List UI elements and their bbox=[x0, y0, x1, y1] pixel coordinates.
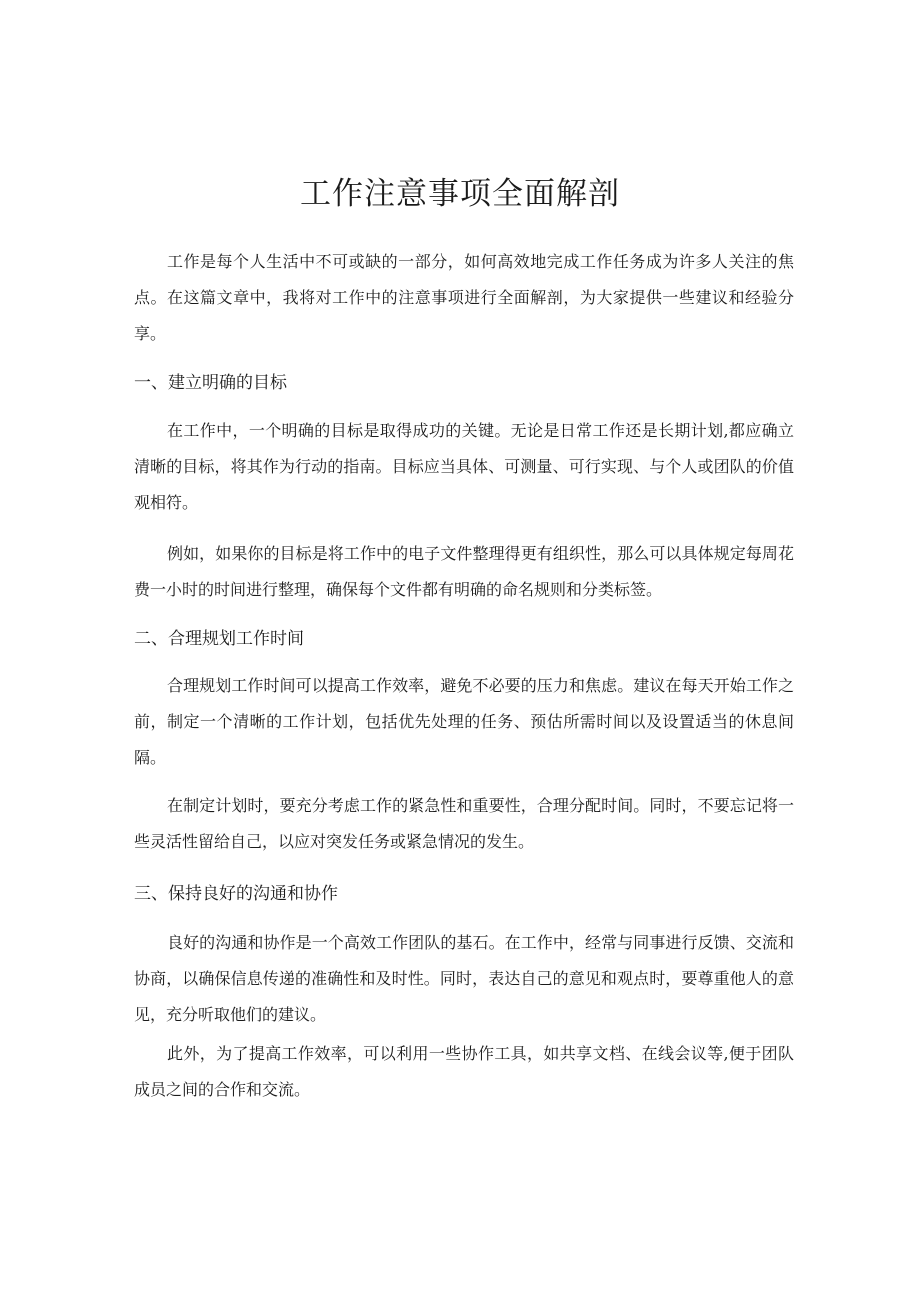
document-title: 工作注意事项全面解剖 bbox=[300, 176, 620, 212]
section-2-paragraph-1: 合理规划工作时间可以提高工作效率，避免不必要的压力和焦虑。建议在每天开始工作之前，制定一个清晰的工作计划，包括优先处理的任务、预估所需时间以及设置适当的休息间隔。 bbox=[134, 676, 794, 767]
section-3-paragraph-1: 良好的沟通和协作是一个高效工作团队的基石。在工作中，经常与同事进行反馈、交流和协商，以确保信息传递的准确性和及时性。同时，表达自己的意见和观点时，要尊重他人的意见，充分听取他们的建议。 bbox=[134, 933, 794, 1024]
section-1-heading: 一、建立明确的目标 bbox=[134, 373, 287, 393]
section-2-paragraph-2: 在制定计划时，要充分考虑工作的紧急性和重要性，合理分配时间。同时，不要忘记将一些灵活性留给自己，以应对突发任务或紧急情况的发生。 bbox=[134, 796, 794, 851]
section-1-paragraph-1: 在工作中，一个明确的目标是取得成功的关键。无论是日常工作还是长期计划,都应确立清晰的目标，将其作为行动的指南。目标应当具体、可测量、可行实现、与个人或团队的价值观相符。 bbox=[134, 421, 794, 512]
section-3-heading: 三、保持良好的沟通和协作 bbox=[134, 884, 338, 904]
section-1-paragraph-2: 例如，如果你的目标是将工作中的电子文件整理得更有组织性，那么可以具体规定每周花费一小时的时间进行整理，确保每个文件都有明确的命名规则和分类标签。 bbox=[134, 544, 794, 599]
section-3-paragraph-2: 此外，为了提高工作效率，可以利用一些协作工具，如共享文档、在线会议等,便于团队成员之间的合作和交流。 bbox=[134, 1044, 794, 1099]
intro-paragraph: 工作是每个人生活中不可或缺的一部分，如何高效地完成工作任务成为许多人关注的焦点。在这篇文章中，我将对工作中的注意事项进行全面解剖，为大家提供一些建议和经验分享。 bbox=[134, 252, 794, 343]
section-2-heading: 二、合理规划工作时间 bbox=[134, 629, 304, 649]
